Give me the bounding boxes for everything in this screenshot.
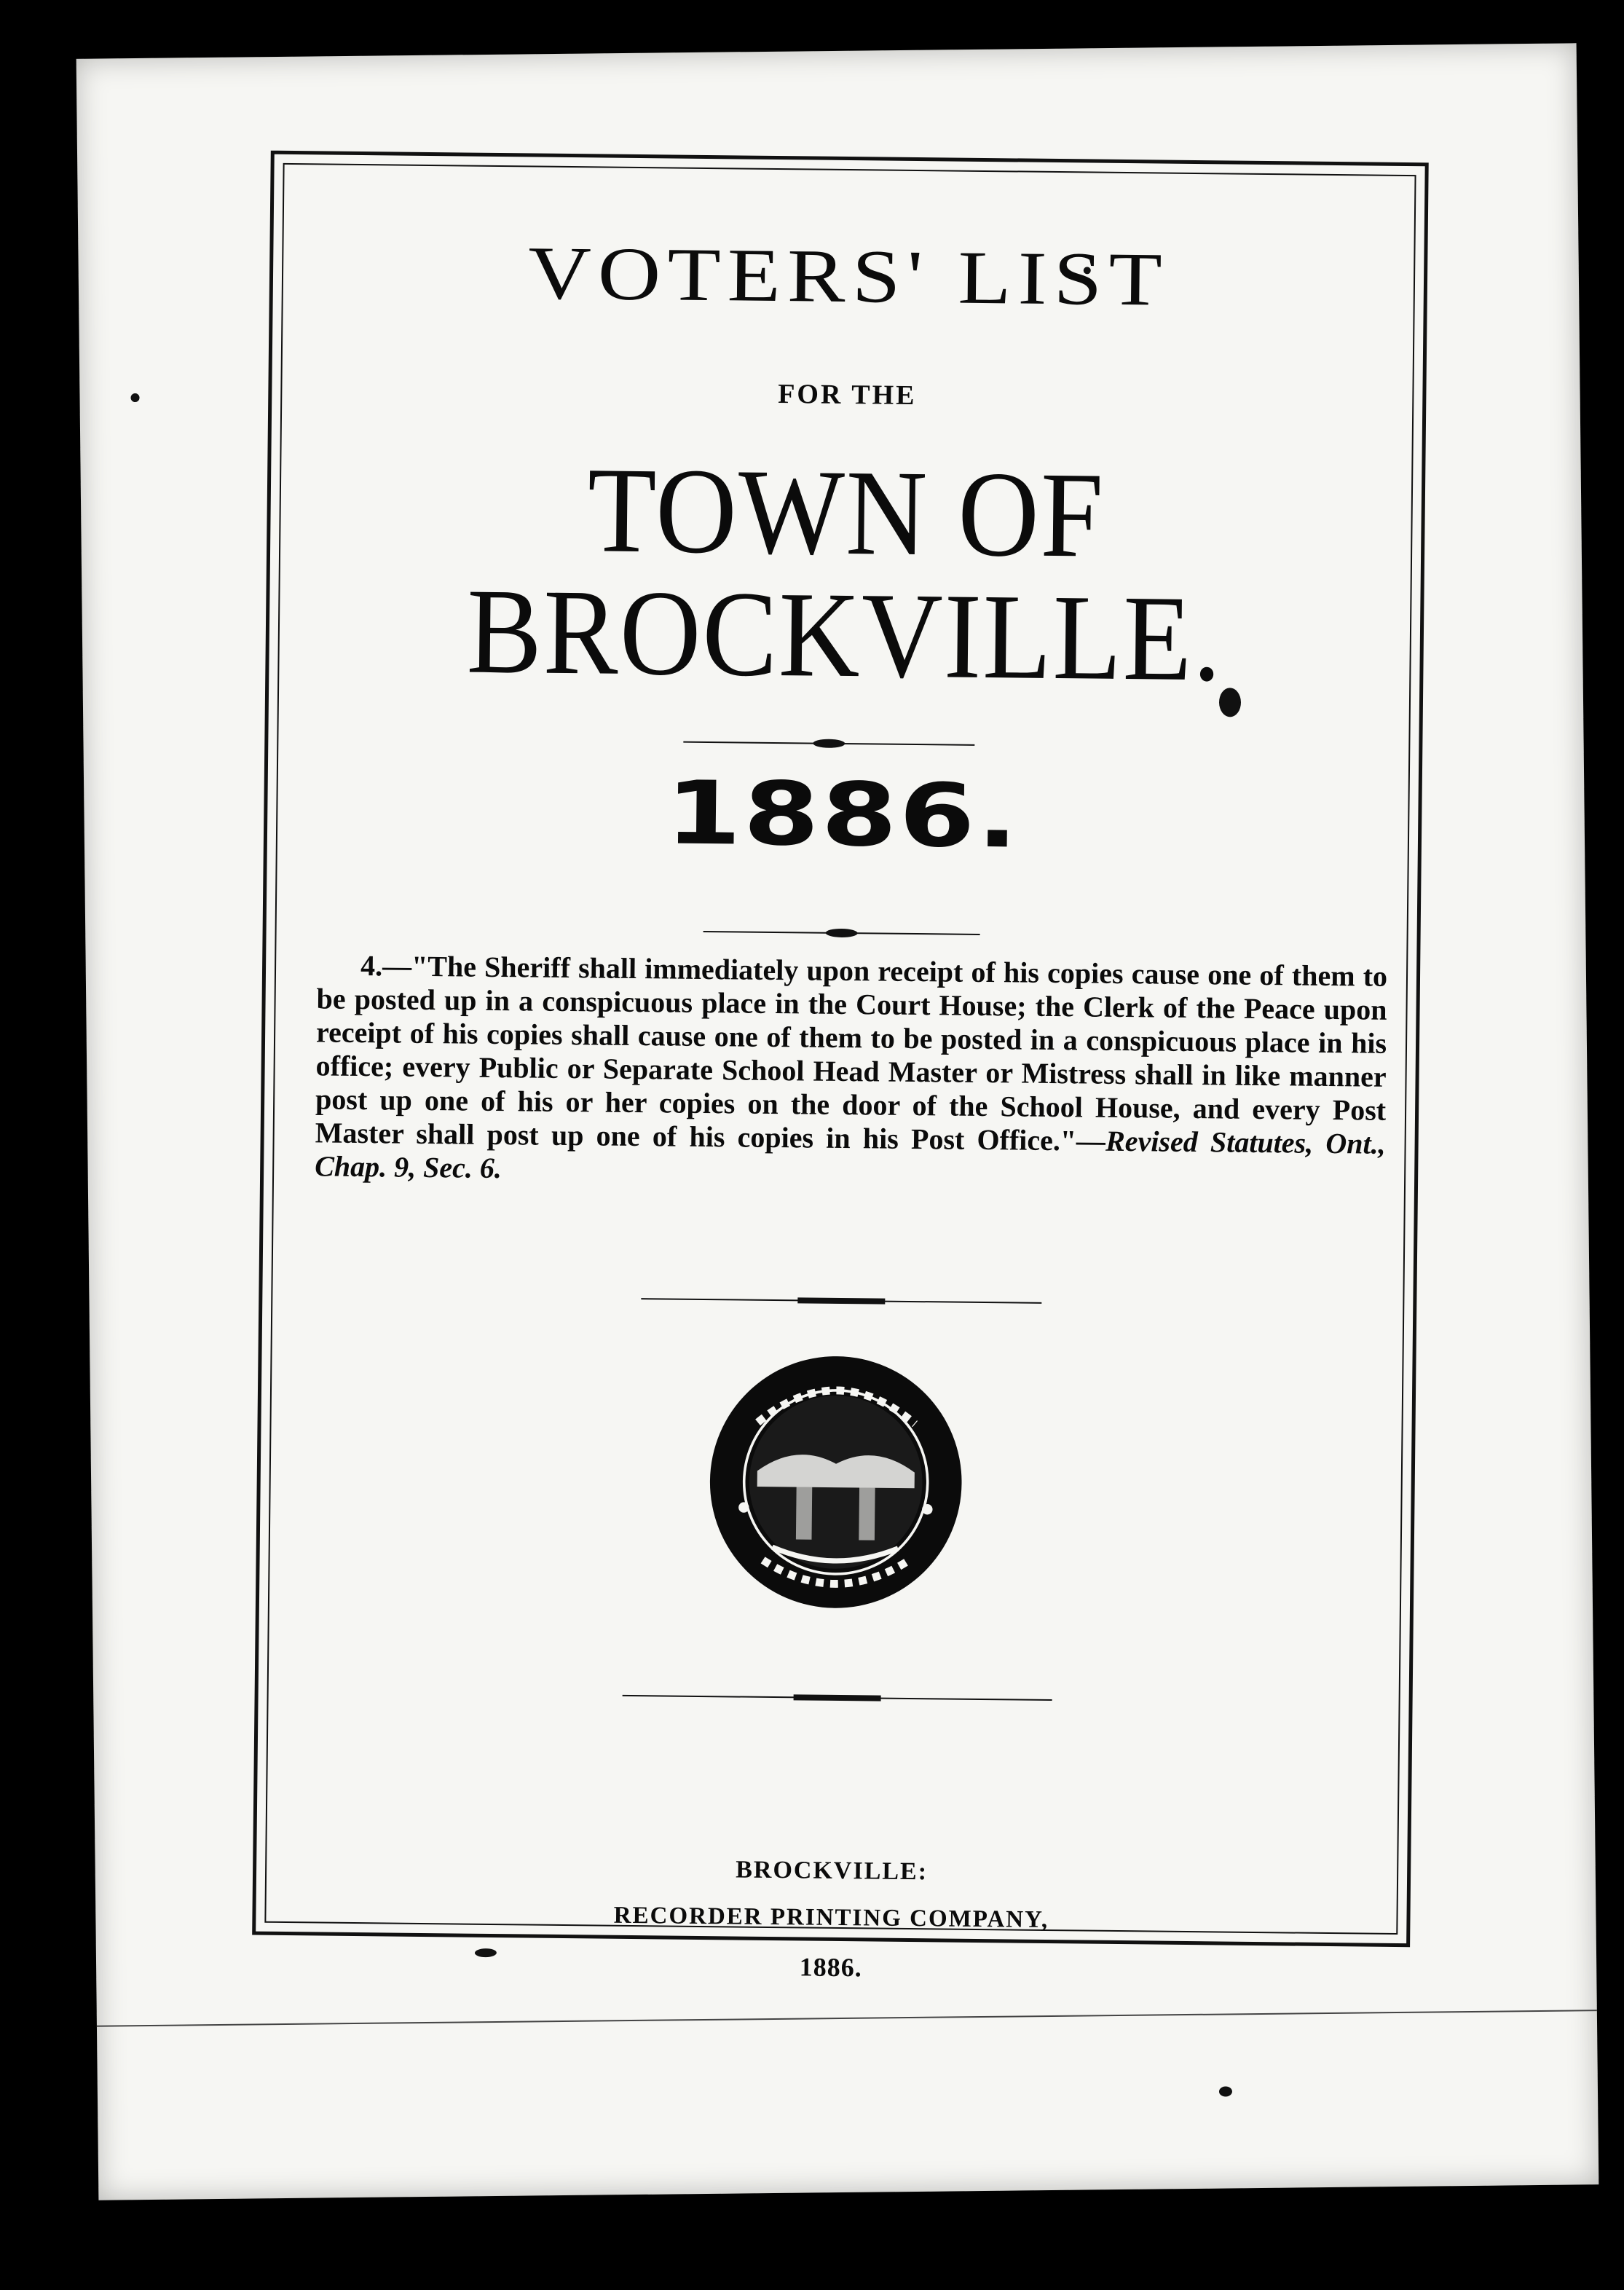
- ornamental-rule: [683, 741, 974, 746]
- imprint-year: 1886.: [799, 1952, 862, 1983]
- ink-speck: [1219, 2086, 1232, 2096]
- divider-rule: [641, 1298, 1041, 1304]
- subheading-for-the: FOR THE: [778, 379, 917, 411]
- seal-icon: [703, 1350, 969, 1615]
- rule-ornament: [813, 739, 845, 748]
- page-fold-line: [97, 2010, 1597, 2027]
- heading-town-name: TOWN OF BROCKVILLE.: [466, 442, 1223, 707]
- statute-citation-chap: Chap. 9, Sec. 6.: [314, 1149, 502, 1185]
- ornamental-rule: [703, 931, 980, 935]
- title-page-content: [256, 154, 1424, 1983]
- rule-ornament: [826, 929, 858, 937]
- statute-excerpt: [315, 948, 1387, 1194]
- year-heading: 1886.: [665, 763, 1021, 868]
- heading-voters-list: VOTERS' LIST: [527, 231, 1170, 322]
- seal-graphic: [703, 1350, 969, 1615]
- rule-bar: [797, 1297, 885, 1304]
- statute-citation-revised: —Revised Statutes: [1076, 1124, 1306, 1160]
- rule-bar: [794, 1694, 881, 1701]
- page-border: [252, 151, 1429, 1983]
- statute-citation-ont: , Ont.,: [1305, 1126, 1386, 1160]
- document-page: [76, 43, 1599, 2200]
- imprint-printer: RECORDER PRINTING COMPANY,: [613, 1902, 1049, 1934]
- divider-rule: [623, 1695, 1052, 1701]
- statute-text: 4.—"The Sheriff shall immediately upon receipt of his copies cause one of them to be posted up in a conspicuous place in the Court House; the Clerk of the Peace upon receipt of his copies shall cause one of them to be posted in a conspicuous place in his office; every Public or Separate School Head Master or Mistress shall in like manner post up one of his or her copies on the door of the School House, and every Post Master shall post up one of his copies in his Post Office.": [315, 949, 1388, 1157]
- imprint-place: BROCKVILLE:: [736, 1856, 929, 1886]
- ink-speck: [130, 393, 139, 402]
